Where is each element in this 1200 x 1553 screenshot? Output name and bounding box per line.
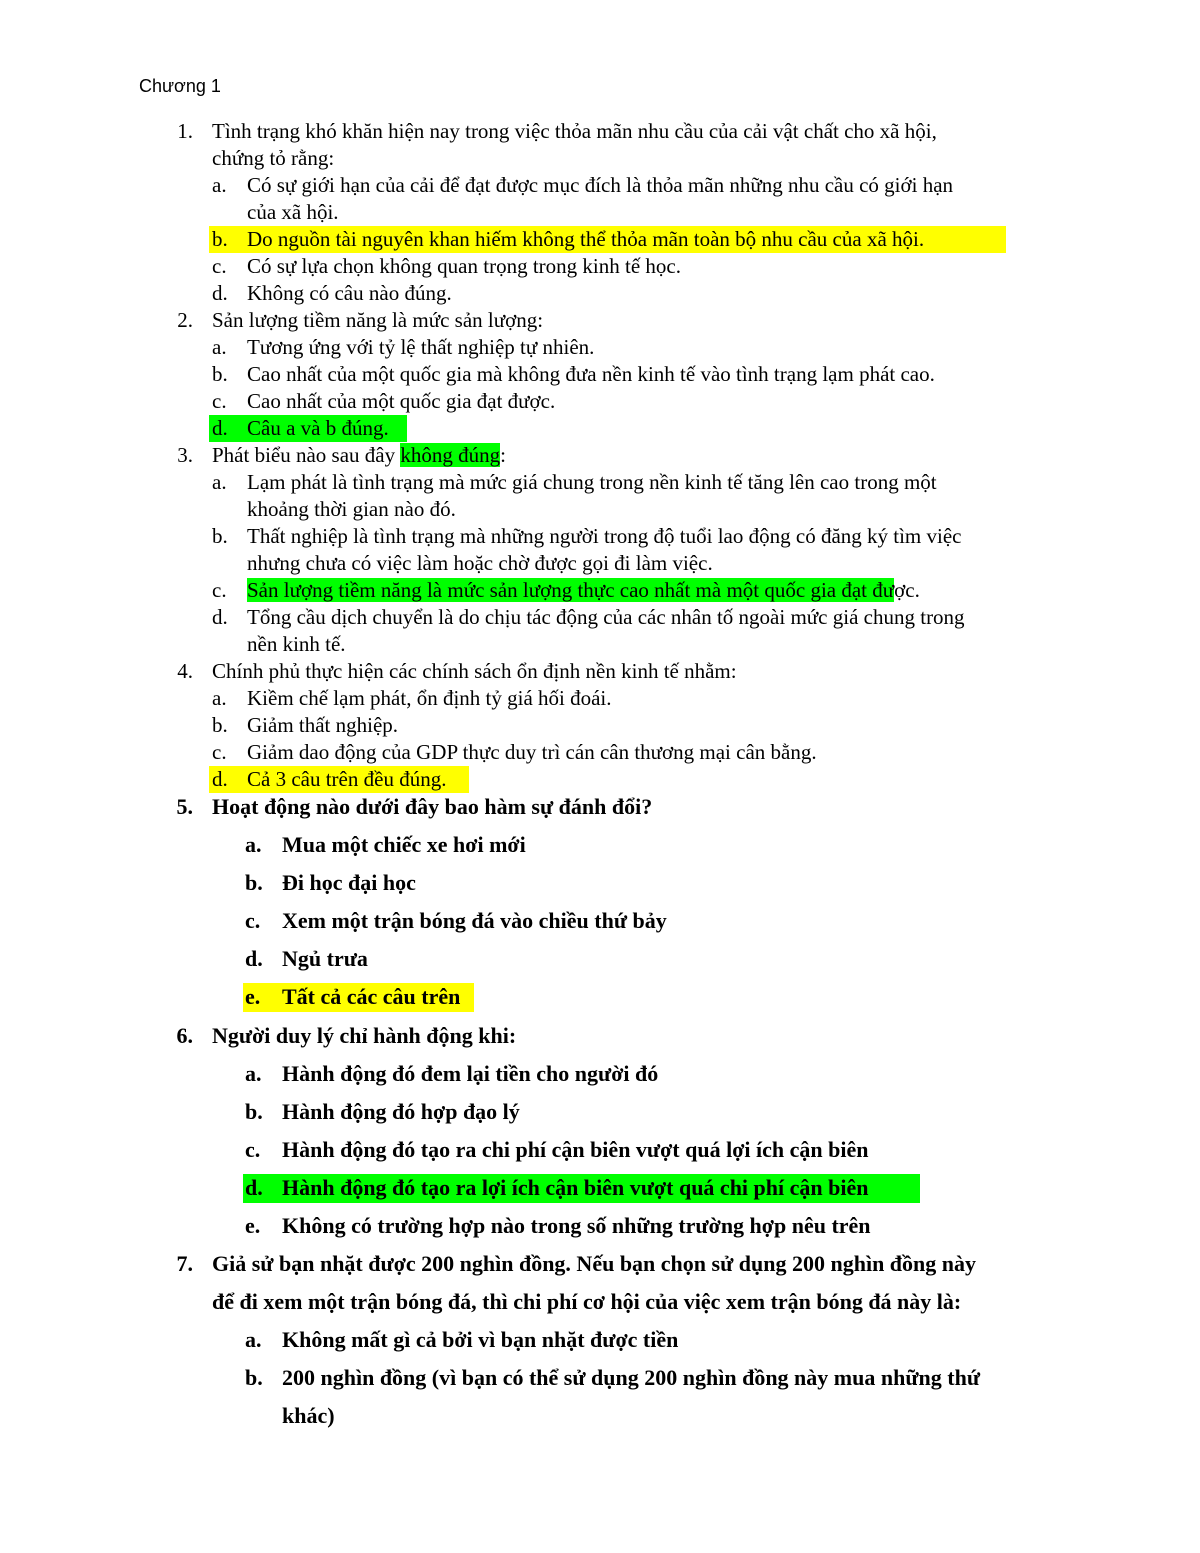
option-text: Ngủ trưa xyxy=(282,946,368,971)
option-text-correct: Hành động đó tạo ra lợi ích cận biên vượt quá chi phí cận biên xyxy=(282,1175,869,1200)
stem-text: : xyxy=(500,443,506,467)
option-letter: c. xyxy=(212,389,227,413)
option-letter: b. xyxy=(245,1365,263,1390)
option-text: Kiềm chế lạm phát, ổn định tỷ giá hối đoái. xyxy=(247,686,612,710)
option-letter: d. xyxy=(245,1175,263,1200)
option-text: 200 nghìn đồng (vì bạn có thể sử dụng 200 nghìn đồng này mua những thứ xyxy=(282,1365,981,1390)
option-text: Mua một chiếc xe hơi mới xyxy=(282,832,526,857)
question-stem: để đi xem một trận bóng đá, thì chi phí cơ hội của việc xem trận bóng đá này là: xyxy=(212,1289,962,1314)
option-letter: b. xyxy=(212,227,228,251)
option-letter: b. xyxy=(212,713,228,737)
option-text: Thất nghiệp là tình trạng mà những người trong độ tuổi lao động có đăng ký tìm việc xyxy=(247,524,962,548)
option-text: Không mất gì cả bởi vì bạn nhặt được tiền xyxy=(282,1327,679,1352)
option-letter: b. xyxy=(245,1099,263,1124)
option-letter: a. xyxy=(245,832,262,857)
option-text-correct xyxy=(247,577,920,604)
option-letter: a. xyxy=(212,335,227,359)
question-stem: Hoạt động nào dưới đây bao hàm sự đánh đổi? xyxy=(212,794,653,819)
question-stem: Giả sử bạn nhặt được 200 nghìn đồng. Nếu bạn chọn sử dụng 200 nghìn đồng này xyxy=(212,1251,977,1276)
question-stem: chứng tỏ rằng: xyxy=(212,146,335,170)
option-letter: b. xyxy=(212,362,228,386)
option-text-correct: Do nguồn tài nguyên khan hiếm không thể thỏa mãn toàn bộ nhu cầu của xã hội. xyxy=(247,227,925,251)
option-text-correct: Câu a và b đúng. xyxy=(247,416,389,440)
option-text: Không có trường hợp nào trong số những trường hợp nêu trên xyxy=(282,1213,871,1238)
option-letter: d. xyxy=(212,416,228,440)
option-letter: d. xyxy=(212,767,228,791)
option-letter: c. xyxy=(212,740,227,764)
option-text: Giảm thất nghiệp. xyxy=(247,713,399,737)
option-text-correct: Tất cả các câu trên xyxy=(282,984,461,1009)
option-text: khoảng thời gian nào đó. xyxy=(247,497,456,521)
option-text: của xã hội. xyxy=(247,200,339,224)
option-text: Có sự giới hạn của cải để đạt được mục đích là thỏa mãn những nhu cầu có giới hạn xyxy=(247,173,954,197)
option-text: Không có câu nào đúng. xyxy=(247,281,452,305)
stem-text: Phát biểu nào sau đây xyxy=(212,443,401,467)
option-letter: d. xyxy=(212,281,228,305)
option-text-correct: Cả 3 câu trên đều đúng. xyxy=(247,767,447,791)
chapter-title: Chương 1 xyxy=(139,76,221,96)
option-letter: d. xyxy=(245,946,263,971)
option-letter: a. xyxy=(245,1327,262,1352)
option-letter: a. xyxy=(245,1061,262,1086)
option-text-rest: ợc. xyxy=(894,578,920,602)
option-letter: c. xyxy=(245,1137,261,1162)
option-text: Lạm phát là tình trạng mà mức giá chung trong nền kinh tế tăng lên cao trong một xyxy=(247,470,937,494)
option-text: Tổng cầu dịch chuyển là do chịu tác động của các nhân tố ngoài mức giá chung trong xyxy=(247,605,965,629)
option-letter: c. xyxy=(245,908,261,933)
option-letter: a. xyxy=(212,686,227,710)
answer-highlight: Sản lượng tiềm năng là mức sản lượng thực cao nhất mà một quốc gia đạt đư xyxy=(247,578,895,602)
option-text: khác) xyxy=(282,1403,335,1428)
option-text: Giảm dao động của GDP thực duy trì cán cân thương mại cân bằng. xyxy=(247,740,817,764)
option-text: Hành động đó tạo ra chi phí cận biên vượt quá lợi ích cận biên xyxy=(282,1137,869,1162)
option-text: Tương ứng với tỷ lệ thất nghiệp tự nhiên. xyxy=(247,335,595,359)
question-number: 3. xyxy=(177,443,193,467)
option-letter: b. xyxy=(245,870,263,895)
question-number: 4. xyxy=(177,659,193,683)
option-text: Cao nhất của một quốc gia mà không đưa nền kinh tế vào tình trạng lạm phát cao. xyxy=(247,362,935,386)
option-letter: c. xyxy=(212,254,227,278)
question-number: 6. xyxy=(176,1023,193,1048)
option-letter: c. xyxy=(212,578,227,602)
question-number: 5. xyxy=(176,794,193,819)
option-text: nhưng chưa có việc làm hoặc chờ được gọi đi làm việc. xyxy=(247,551,713,575)
option-text: Hành động đó hợp đạo lý xyxy=(282,1099,520,1124)
option-text: Cao nhất của một quốc gia đạt được. xyxy=(247,389,556,413)
option-letter: b. xyxy=(212,524,228,548)
question-stem: Người duy lý chỉ hành động khi: xyxy=(212,1023,517,1048)
option-letter: e. xyxy=(245,1213,261,1238)
option-letter: d. xyxy=(212,605,228,629)
option-text: nền kinh tế. xyxy=(247,632,346,656)
option-letter: a. xyxy=(212,470,227,494)
stem-highlight: không đúng xyxy=(400,443,501,467)
option-letter: a. xyxy=(212,173,227,197)
question-stem: Sản lượng tiềm năng là mức sản lượng: xyxy=(212,308,544,332)
question-stem xyxy=(212,442,506,469)
option-text: Có sự lựa chọn không quan trọng trong kinh tế học. xyxy=(247,254,681,278)
option-text: Hành động đó đem lại tiền cho người đó xyxy=(282,1061,659,1086)
option-text: Xem một trận bóng đá vào chiều thứ bảy xyxy=(282,908,667,933)
question-stem: Chính phủ thực hiện các chính sách ổn định nền kinh tế nhằm: xyxy=(212,659,737,683)
question-number: 1. xyxy=(177,119,193,143)
question-number: 7. xyxy=(176,1251,193,1276)
option-letter: e. xyxy=(245,984,261,1009)
option-text: Đi học đại học xyxy=(282,870,416,895)
question-number: 2. xyxy=(177,308,193,332)
question-stem: Tình trạng khó khăn hiện nay trong việc thỏa mãn nhu cầu của cải vật chất cho xã hội, xyxy=(212,119,937,143)
